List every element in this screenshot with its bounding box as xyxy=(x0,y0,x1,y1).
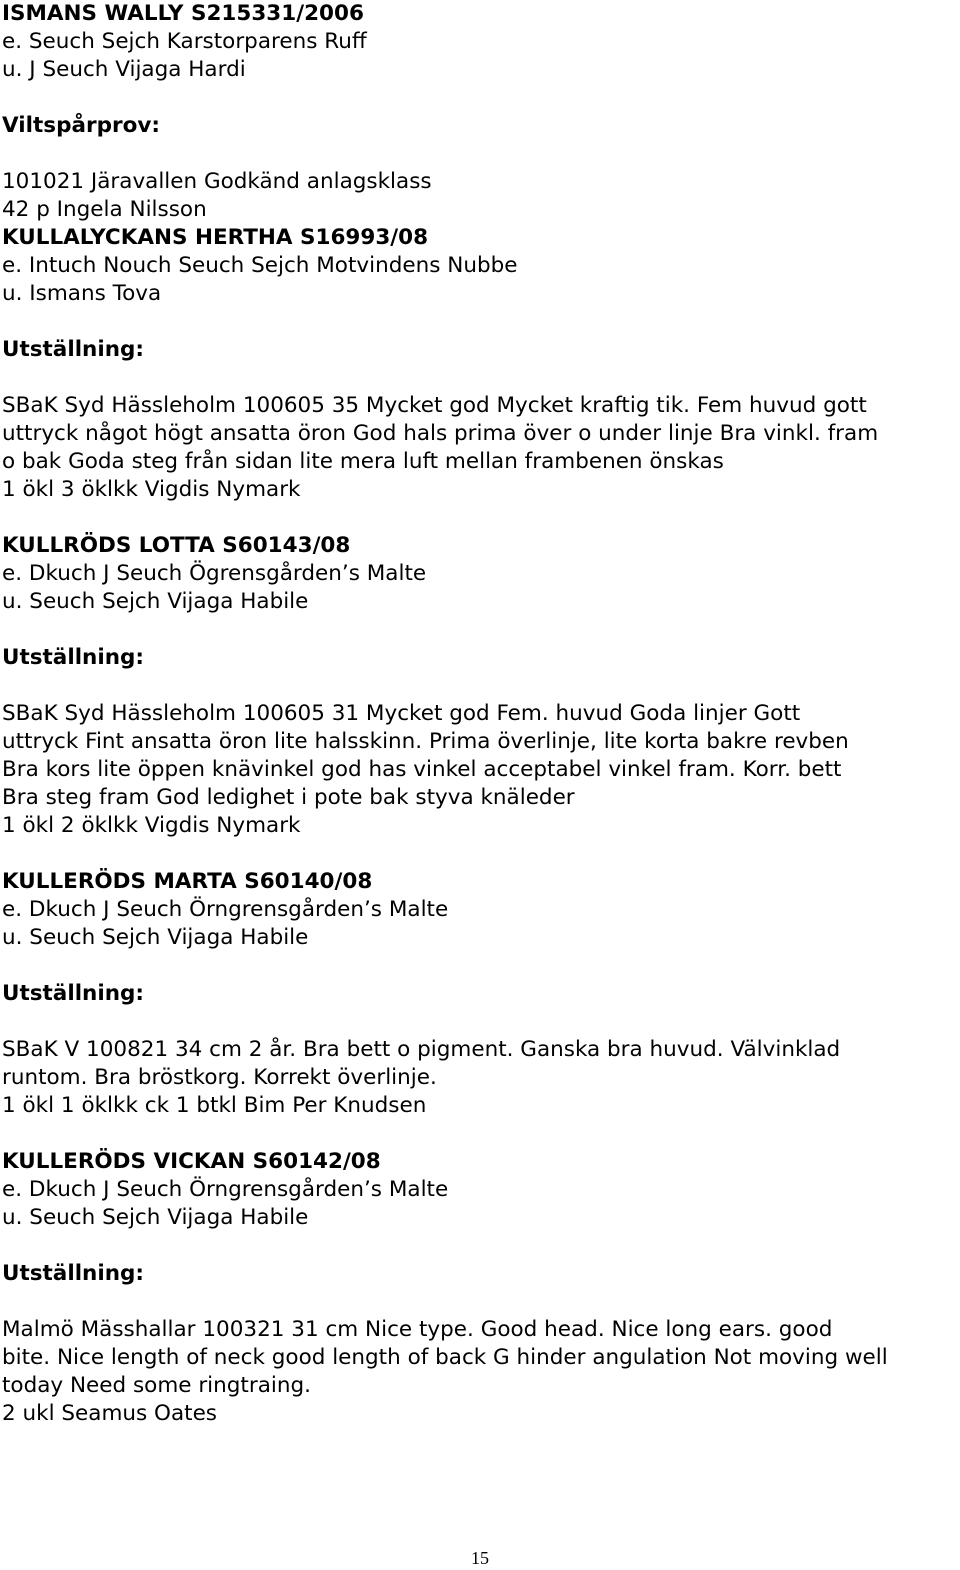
dog-entry xyxy=(2,1148,958,1428)
dam-line: u. Seuch Sejch Vijaga Habile xyxy=(2,1205,309,1230)
result-text: 101021 Järavallen Godkänd anlagsklass xyxy=(2,169,432,194)
dam-line: u. J Seuch Vijaga Hardi xyxy=(2,57,246,82)
spacer xyxy=(2,308,958,336)
spacer xyxy=(2,1120,958,1148)
dog-entry xyxy=(2,868,958,1148)
section-heading: Utställning: xyxy=(2,1261,145,1286)
critique-text: uttryck något högt ansatta öron God hals prima över o under linje Bra vinkl. fram xyxy=(2,421,879,446)
dog-name: KULLRÖDS LOTTA S60143/08 xyxy=(2,533,351,558)
dog-entry xyxy=(2,224,958,532)
section-heading: Utställning: xyxy=(2,981,145,1006)
critique-text: today Need some ringtraing. xyxy=(2,1373,311,1398)
award-line: 1 ökl 3 öklkk Vigdis Nymark xyxy=(2,477,301,502)
critique-text: uttryck Fint ansatta öron lite halsskinn. Prima överlinje, lite korta bakre revben xyxy=(2,729,849,754)
dam-line: u. Ismans Tova xyxy=(2,281,162,306)
spacer xyxy=(2,1008,958,1036)
critique-text: SBaK Syd Hässleholm 100605 35 Mycket god Mycket kraftig tik. Fem huvud gott xyxy=(2,393,867,418)
award-line: 1 ökl 2 öklkk Vigdis Nymark xyxy=(2,813,301,838)
critique-text: Bra kors lite öppen knävinkel god has vinkel acceptabel vinkel fram. Korr. bett xyxy=(2,757,842,782)
sire-line: e. Intuch Nouch Seuch Sejch Motvindens Nubbe xyxy=(2,253,518,278)
dog-entry xyxy=(2,0,958,224)
critique-text: Bra steg fram God ledighet i pote bak styva knäleder xyxy=(2,785,575,810)
dog-name: KULLERÖDS MARTA S60140/08 xyxy=(2,869,373,894)
section-heading: Viltspårprov: xyxy=(2,113,160,138)
sire-line: e. Dkuch J Seuch Örngrensgården’s Malte xyxy=(2,897,449,922)
critique-text: SBaK V 100821 34 cm 2 år. Bra bett o pigment. Ganska bra huvud. Välvinklad xyxy=(2,1037,841,1062)
critique-text: SBaK Syd Hässleholm 100605 31 Mycket god Fem. huvud Goda linjer Gott xyxy=(2,701,801,726)
critique-text: o bak Goda steg från sidan lite mera luft mellan frambenen önskas xyxy=(2,449,724,474)
spacer xyxy=(2,672,958,700)
spacer xyxy=(2,364,958,392)
dam-line: u. Seuch Sejch Vijaga Habile xyxy=(2,925,309,950)
dog-name: KULLERÖDS VICKAN S60142/08 xyxy=(2,1149,381,1174)
spacer xyxy=(2,504,958,532)
result-text: 42 p Ingela Nilsson xyxy=(2,197,207,222)
spacer xyxy=(2,616,958,644)
sire-line: e. Seuch Sejch Karstorparens Ruff xyxy=(2,29,367,54)
critique-text: runtom. Bra bröstkorg. Korrekt överlinje. xyxy=(2,1065,437,1090)
dog-name: KULLALYCKANS HERTHA S16993/08 xyxy=(2,225,429,250)
section-heading: Utställning: xyxy=(2,337,145,362)
dog-name: ISMANS WALLY S215331/2006 xyxy=(2,1,364,26)
spacer xyxy=(2,140,958,168)
spacer xyxy=(2,1288,958,1316)
critique-text: Malmö Mässhallar 100321 31 cm Nice type. Good head. Nice long ears. good xyxy=(2,1317,833,1342)
dam-line: u. Seuch Sejch Vijaga Habile xyxy=(2,589,309,614)
section-heading: Utställning: xyxy=(2,645,145,670)
page-number: 15 xyxy=(471,1548,489,1568)
spacer xyxy=(2,84,958,112)
dog-entry xyxy=(2,532,958,868)
sire-line: e. Dkuch J Seuch Ögrensgården’s Malte xyxy=(2,561,427,586)
document-body xyxy=(2,0,958,1428)
spacer xyxy=(2,1232,958,1260)
critique-text: bite. Nice length of neck good length of back G hinder angulation Not moving well xyxy=(2,1345,888,1370)
spacer xyxy=(2,840,958,868)
award-line: 2 ukl Seamus Oates xyxy=(2,1401,218,1426)
spacer xyxy=(2,952,958,980)
sire-line: e. Dkuch J Seuch Örngrensgården’s Malte xyxy=(2,1177,449,1202)
award-line: 1 ökl 1 öklkk ck 1 btkl Bim Per Knudsen xyxy=(2,1093,427,1118)
